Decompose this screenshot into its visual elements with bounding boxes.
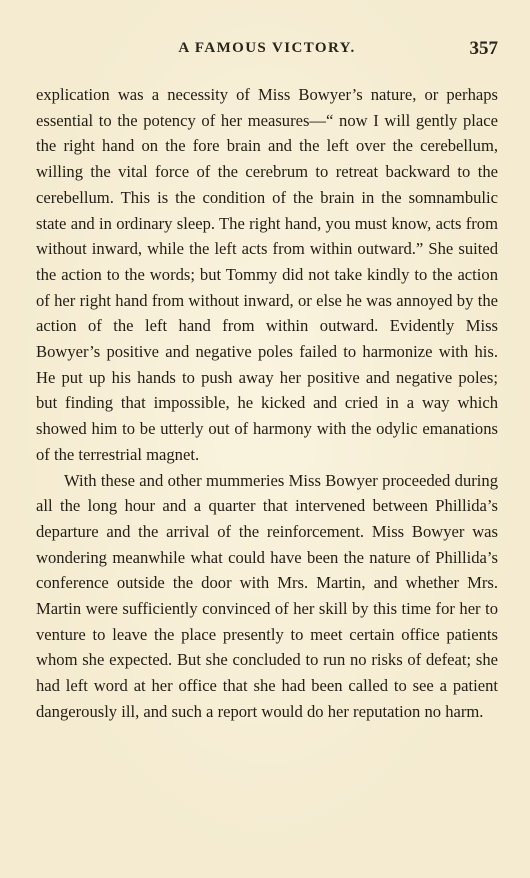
paragraph-continued: explication was a necessity of Miss Bowyer’s nature, or perhaps essential to the potency of her measures—“ now I will gently place the right hand on the fore brain and the left over the cerebellum, willing the vital force of the cerebrum to retreat backward to the cerebellum. This is the condition of the brain in the somnambulic state and in ordinary sleep. The right hand, you must know, acts from without inward, while the left acts from within outward.” She suited the action to the words; but Tommy did not take kindly to the action of her right hand from without inward, or else he was annoyed by the action of the left hand from within outward. Evidently Miss Bowyer’s positive and negative poles failed to harmonize with his. He put up his hands to push away her positive and negative poles; but finding that impossible, he kicked and cried in a way which showed him to be utterly out of harmony with the odylic emanations of the terrestrial magnet.: [36, 85, 498, 464]
page-number: 357: [469, 38, 498, 59]
body-text: [36, 82, 498, 725]
running-head: [36, 40, 498, 66]
chapter-title: A FAMOUS VICTORY.: [178, 40, 356, 56]
paragraph: With these and other mummeries Miss Bowyer proceeded during all the long hour and a quarter that intervened between Phillida’s departure and the arrival of the reinforcement. Miss Bowyer was wondering meanwhile what could have been the nature of Phillida’s conference outside the door with Mrs. Martin, and whether Mrs. Martin were sufficiently convinced of her skill by this time for her to venture to leave the place presently to meet certain office patients whom she expected. But she concluded to run no risks of defeat; she had left word at her office that she had been called to see a patient dangerously ill, and such a report would do her reputation no harm.: [36, 470, 498, 721]
